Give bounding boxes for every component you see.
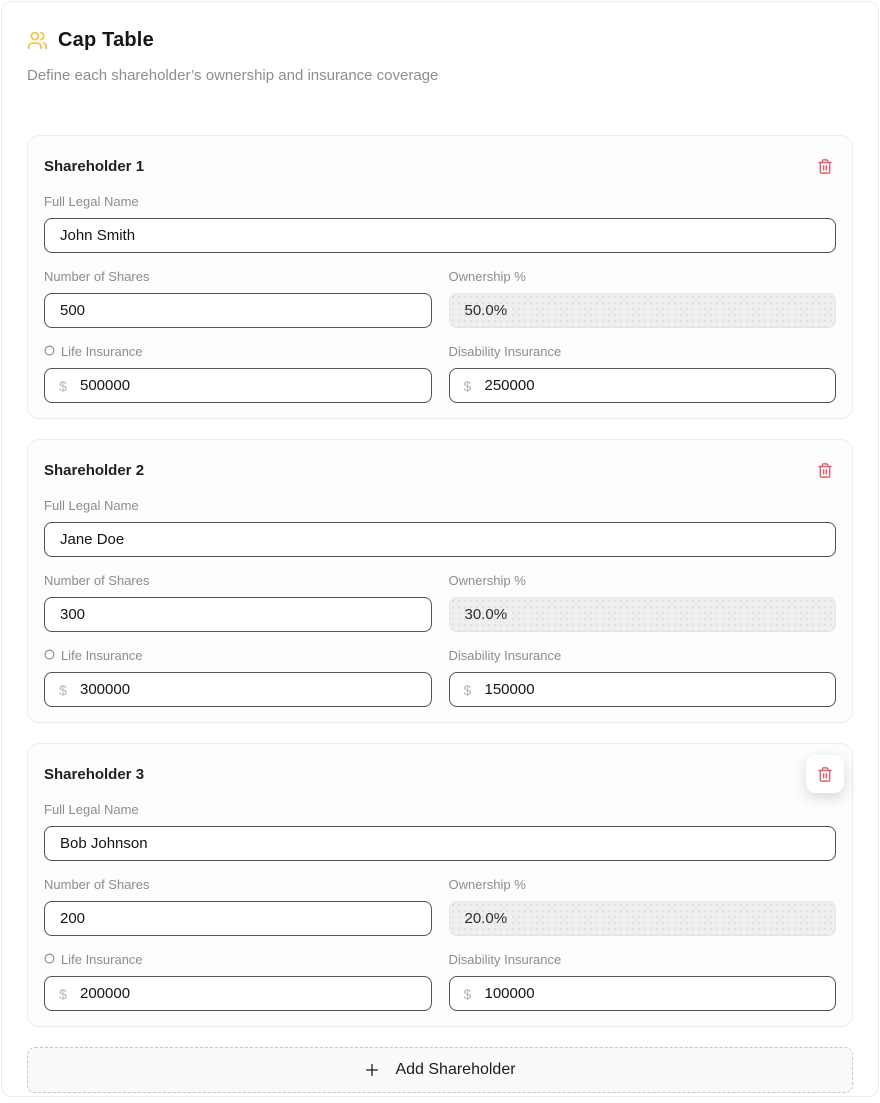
ownership-pct-label: Ownership %	[448, 877, 526, 892]
add-shareholder-button[interactable]	[27, 1047, 853, 1093]
card-title: Shareholder 1	[44, 157, 145, 175]
life-insurance-label: Life Insurance	[44, 952, 432, 968]
life-insurance-input[interactable]	[44, 368, 432, 403]
delete-shareholder-button[interactable]	[806, 755, 844, 793]
trash-icon	[817, 462, 833, 479]
ownership-pct-label: Ownership %	[448, 269, 526, 284]
disability-insurance-label: Disability Insurance	[448, 648, 562, 663]
card-title: Shareholder 3	[44, 765, 145, 783]
page-header	[27, 29, 853, 84]
number-of-shares-input[interactable]	[44, 901, 432, 936]
dollar-prefix: $	[59, 985, 67, 1002]
number-of-shares-input[interactable]	[44, 293, 432, 328]
number-of-shares-label: Number of Shares	[44, 269, 150, 284]
plus-icon	[364, 1062, 380, 1078]
shareholder-card-1	[27, 135, 853, 419]
disability-insurance-input[interactable]	[449, 672, 837, 707]
disability-insurance-label: Disability Insurance	[448, 952, 562, 967]
life-insurance-input[interactable]	[44, 672, 432, 707]
ownership-pct-value: 20.0%	[449, 901, 837, 936]
disability-insurance-input[interactable]	[449, 368, 837, 403]
delete-shareholder-button[interactable]	[806, 147, 844, 185]
trash-icon	[817, 766, 833, 783]
card-title: Shareholder 2	[44, 461, 145, 479]
ownership-pct-value: 30.0%	[449, 597, 837, 632]
delete-shareholder-button[interactable]	[806, 451, 844, 489]
full-legal-name-input[interactable]	[44, 826, 836, 861]
shareholder-card-2	[27, 439, 853, 723]
disability-insurance-label: Disability Insurance	[448, 344, 562, 359]
dollar-prefix: $	[59, 681, 67, 698]
disability-insurance-input[interactable]	[449, 976, 837, 1011]
dollar-prefix: $	[463, 985, 472, 1002]
number-of-shares-label: Number of Shares	[44, 573, 150, 588]
users-icon	[27, 30, 48, 51]
life-insurance-icon	[44, 648, 55, 664]
life-insurance-label: Life Insurance	[44, 344, 432, 360]
life-insurance-icon	[44, 344, 55, 360]
ownership-pct-label: Ownership %	[448, 573, 526, 588]
cap-table-page	[1, 1, 879, 1097]
life-insurance-icon	[44, 952, 55, 968]
shareholder-card-3	[27, 743, 853, 1027]
add-shareholder-label: Add Shareholder	[395, 1061, 516, 1078]
number-of-shares-label: Number of Shares	[44, 877, 150, 892]
page-subtitle: Define each shareholder’s ownership and insurance coverage	[27, 67, 439, 84]
full-legal-name-input[interactable]	[44, 218, 836, 253]
life-insurance-label: Life Insurance	[44, 648, 432, 664]
full-legal-name-label: Full Legal Name	[44, 498, 139, 513]
trash-icon	[817, 158, 833, 175]
full-legal-name-label: Full Legal Name	[44, 194, 139, 209]
dollar-prefix: $	[463, 377, 472, 394]
dollar-prefix: $	[463, 681, 472, 698]
dollar-prefix: $	[59, 377, 67, 394]
number-of-shares-input[interactable]	[44, 597, 432, 632]
page-title: Cap Table	[58, 29, 154, 51]
life-insurance-input[interactable]	[44, 976, 432, 1011]
ownership-pct-value: 50.0%	[449, 293, 837, 328]
full-legal-name-label: Full Legal Name	[44, 802, 139, 817]
full-legal-name-input[interactable]	[44, 522, 836, 557]
